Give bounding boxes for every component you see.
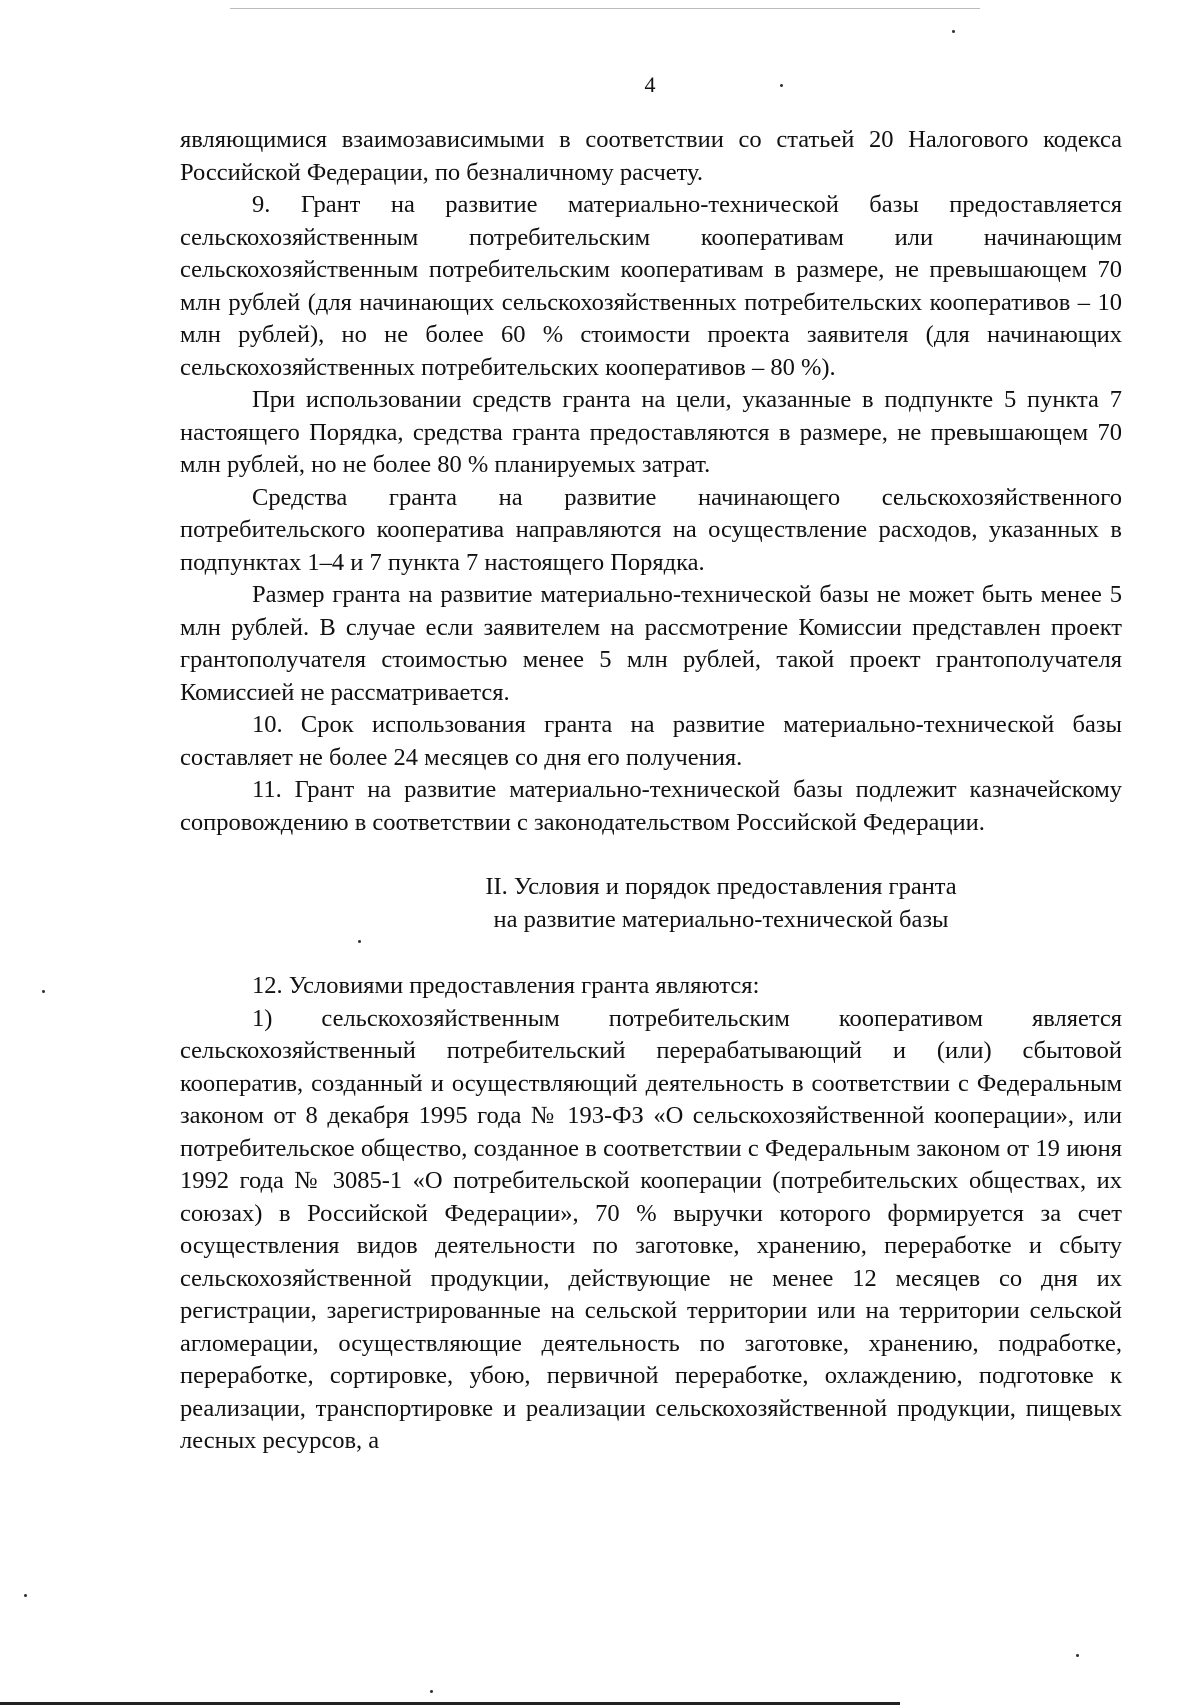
scan-speck (42, 990, 45, 993)
section-heading-line-1: II. Условия и порядок предоставления гранта (485, 873, 957, 900)
paragraph-9-grant-use: При использовании средств гранта на цели, указанные в подпункте 5 пункта 7 настоящего Порядка, средства гранта предоставляются в размере, не превышающем 70 млн рублей, но не более 80 % планируемых затрат. (180, 386, 1122, 478)
paragraph-continuation: являющимися взаимозависимыми в соответствии со статьей 20 Налогового кодекса Российской Федерации, по безналичному расчету. (180, 126, 1122, 186)
paragraph-9: 9. Грант на развитие материально-технической базы предоставляется сельскохозяйственным потребительским кооперативам или начинающим сельскохозяйственным потребительским кооперативам в размере, не превышающем 70 млн рублей (для начинающих сельскохозяйственных потребительских кооперативов – 10 млн рублей), но не более 60 % стоимости проекта заявителя (для начинающих сельскохозяйственных потребительских кооперативов – 80 %). (180, 191, 1122, 381)
document-body (180, 124, 1122, 1458)
paragraph-9-min-size: Размер гранта на развитие материально-технической базы не может быть менее 5 млн рублей. В случае если заявителем на рассмотрение Комиссии представлен проект грантополучателя стоимостью менее 5 млн рублей, такой проект грантополучателя Комиссией не рассматривается. (180, 581, 1122, 706)
scan-speck (952, 30, 955, 33)
paragraph-12: 12. Условиями предоставления гранта являются: (252, 972, 760, 999)
section-heading (180, 871, 1122, 936)
page-number: 4 (644, 72, 656, 97)
paragraph-10: 10. Срок использования гранта на развитие материально-технической базы составляет не более 24 месяцев со дня его получения. (180, 711, 1122, 771)
scan-speck (1076, 1654, 1079, 1657)
scan-top-edge (230, 8, 980, 9)
scan-speck (24, 1594, 27, 1597)
paragraph-11: 11. Грант на развитие материально-технической базы подлежит казначейскому сопровождению в соответствии с законодательством Российской Федерации. (180, 776, 1122, 836)
section-heading-line-2: на развитие материально-технической базы (493, 905, 949, 933)
paragraph-9-new-coop: Средства гранта на развитие начинающего сельскохозяйственного потребительского кооператива направляются на осуществление расходов, указанных в подпунктах 1–4 и 7 пункта 7 настоящего Порядка. (180, 483, 1122, 576)
scan-speck (430, 1690, 433, 1693)
scan-bottom-edge (0, 1702, 900, 1705)
paragraph-12-item-1: 1) сельскохозяйственным потребительским кооперативом является сельскохозяйственный потребительский перерабатывающий и (или) сбытовой кооператив, созданный и осуществляющий деятельность в соответствии с Федеральным законом от 8 декабря 1995 года № 193-ФЗ «О сельскохозяйственной кооперации», или потребительское общество, созданное в соответствии с Федеральным законом от 19 июня 1992 года № 3085-1 «О потребительской кооперации (потребительских обществах, их союзах) в Российской Федерации», 70 % выручки которого формируется за счет осуществления видов деятельности по заготовке, хранению, переработке и сбыту сельскохозяйственной продукции, действующие не менее 12 месяцев со дня их регистрации, зарегистрированные на сельской территории или на территории сельской агломерации, осуществляющие деятельность по заготовке, хранению, подработке, переработке, сортировке, убою, первичной переработке, охлаждению, подготовке к реализации, транспортировке и реализации сельскохозяйственной продукции, пищевых лесных ресурсов, а (180, 1004, 1122, 1454)
